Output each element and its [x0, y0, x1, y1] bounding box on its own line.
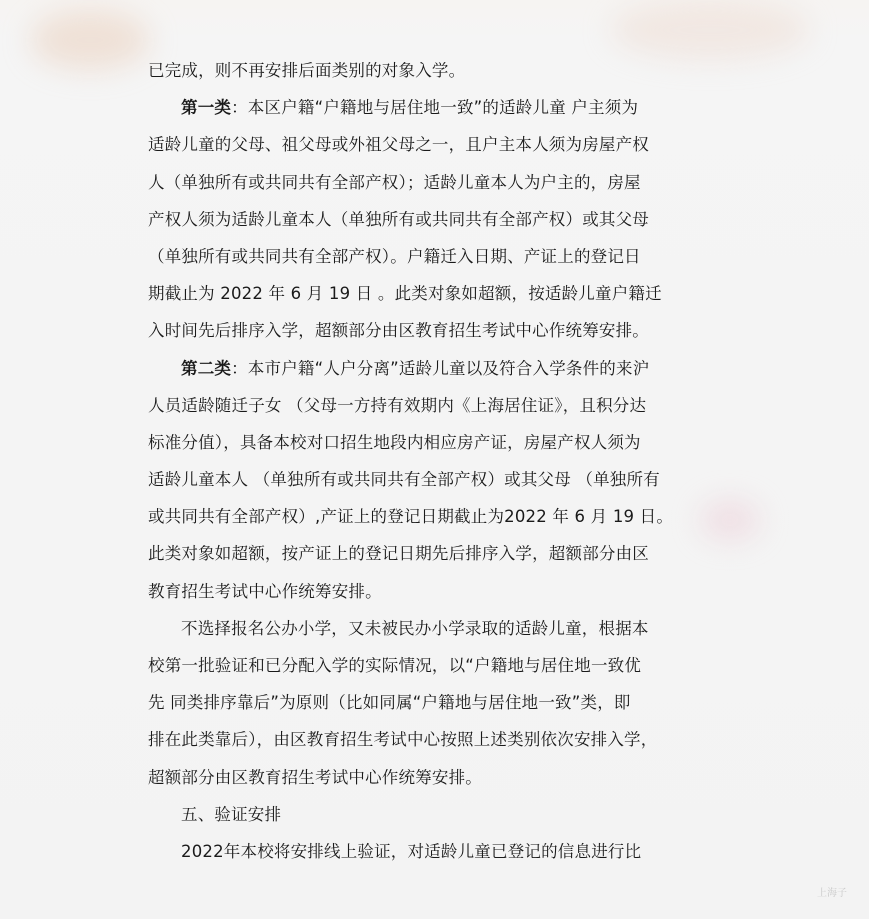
text-line: 此类对象如超额，按产证上的登记日期先后排序入学，超额部分由区 [148, 544, 649, 564]
text-line: 人（单独所有或共同共有全部产权）；适龄儿童本人为户主的，房屋 [148, 172, 641, 192]
text-line: 入时间先后排序入学，超额部分由区教育招生考试中心作统筹安排。 [148, 321, 649, 341]
text-line: 教育招生考试中心作统筹安排。 [148, 581, 382, 601]
text-line: 第一类：本区户籍“户籍地与居住地一致”的适龄儿童 户主须为 [181, 98, 639, 118]
paper-stain [610, 0, 810, 60]
watermark: 上海子 [817, 888, 847, 899]
text-line: 不选择报名公办小学，又未被民办小学录取的适龄儿童，根据本 [181, 618, 649, 638]
category-heading: 第一类 [181, 98, 232, 118]
text-line: 或共同共有全部产权）,产证上的登记日期截止为2022 年 6 月 19 日。 [148, 507, 674, 527]
text-line: （单独所有或共同共有全部产权）。户籍迁入日期、产证上的登记日 [148, 246, 641, 266]
text-line: 排在此类靠后），由区教育招生考试中心按照上述类别依次安排入学， [148, 730, 658, 750]
paper-stain [30, 10, 150, 70]
category-heading: 第二类 [181, 358, 232, 378]
document-body [148, 52, 674, 870]
text-line: 适龄儿童本人 （单独所有或共同共有全部产权）或其父母 （单独所有 [148, 470, 660, 490]
paper-stain [700, 500, 760, 540]
section-heading: 五、验证安排 [181, 804, 282, 824]
text-line: 期截止为 2022 年 6 月 19 日 。此类对象如超额，按适龄儿童户籍迁 [148, 284, 662, 304]
text-line: 超额部分由区教育招生考试中心作统筹安排。 [148, 767, 482, 787]
text-line: 校第一批验证和已分配入学的实际情况，以“户籍地与居住地一致优 [148, 656, 642, 675]
text-line: 第二类：本市户籍“人户分离”适龄儿童以及符合入学条件的来沪 [181, 358, 650, 378]
text-line: 人员适龄随迁子女 （父母一方持有效期内《上海居住证》，且积分达 [148, 395, 647, 415]
text-line: 已完成，则不再安排后面类别的对象入学。 [148, 61, 466, 80]
text-line: 标准分值），具备本校对口招生地段内相应房产证，房屋产权人须为 [148, 432, 641, 452]
text-line: 产权人须为适龄儿童本人（单独所有或共同共有全部产权）或其父母 [148, 209, 649, 229]
text-line: 先 同类排序靠后”为原则（比如同属“户籍地与居住地一致”类，即 [148, 693, 631, 713]
text-line: 适龄儿童的父母、祖父母或外祖父母之一，且户主本人须为房屋产权 [148, 135, 649, 155]
text-line: 2022年本校将安排线上验证，对适龄儿童已登记的信息进行比 [181, 841, 642, 861]
